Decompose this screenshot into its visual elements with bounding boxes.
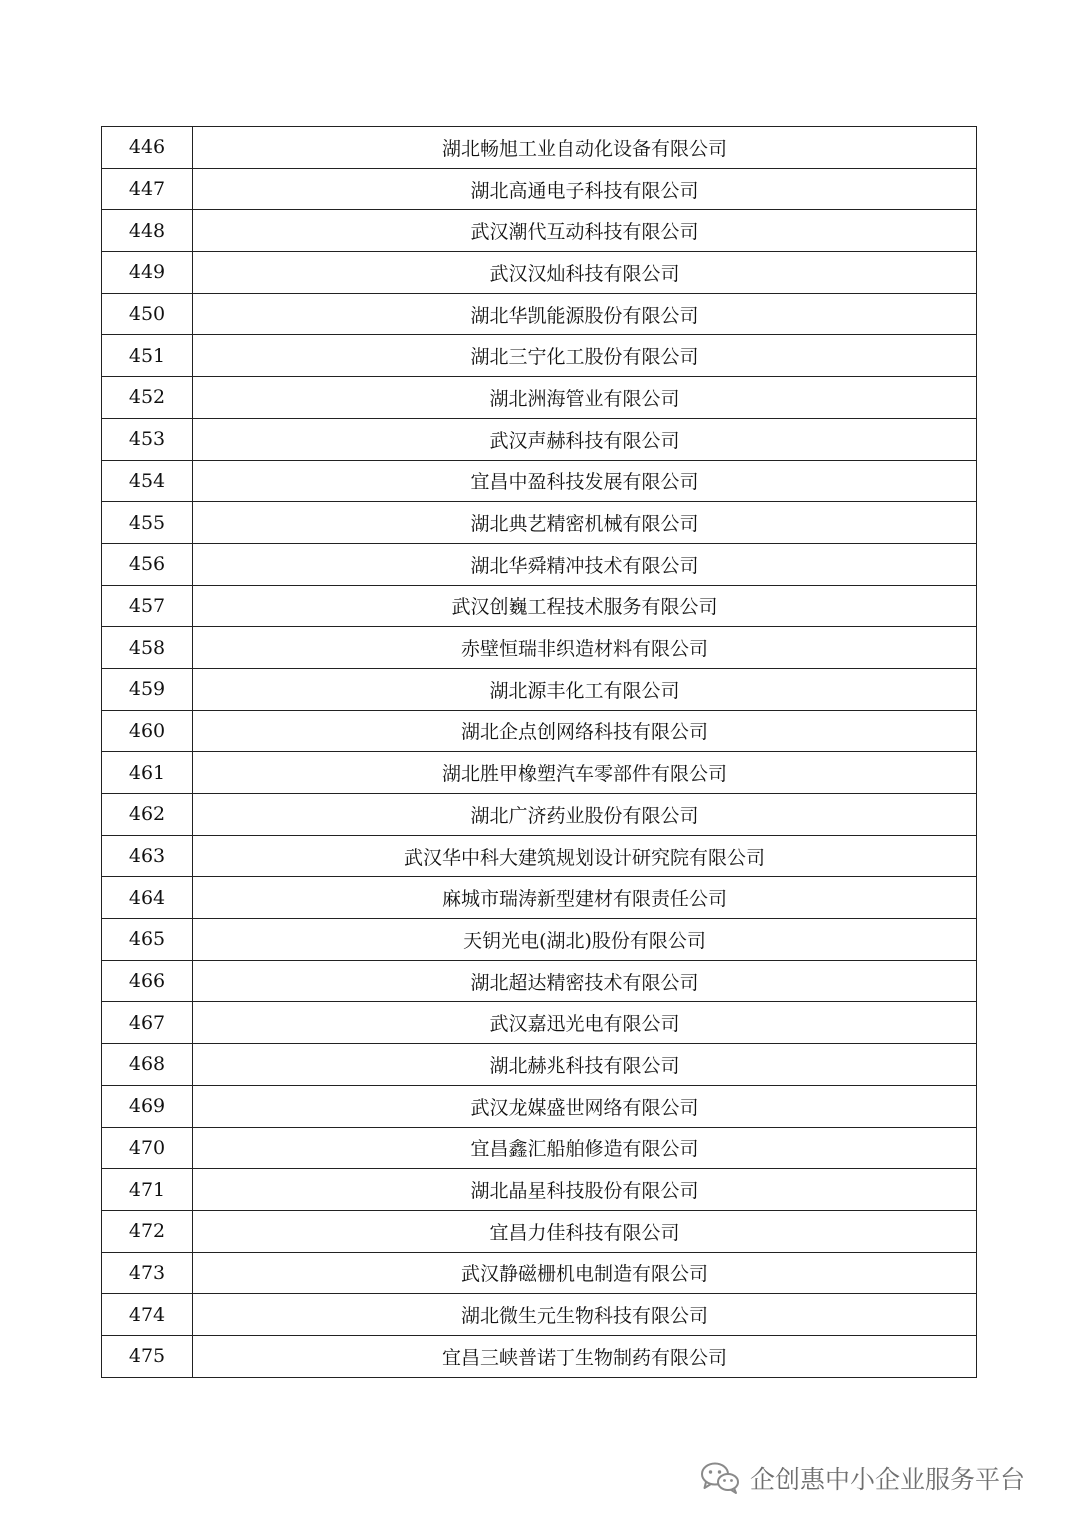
row-number: 471 — [102, 1169, 193, 1211]
row-number: 472 — [102, 1210, 193, 1252]
company-name: 湖北超达精密技术有限公司 — [193, 960, 977, 1002]
table-row — [102, 335, 977, 377]
company-name: 湖北高通电子科技有限公司 — [193, 168, 977, 210]
company-name: 武汉汉灿科技有限公司 — [193, 252, 977, 294]
row-number: 466 — [102, 960, 193, 1002]
table-row — [102, 794, 977, 836]
table-row — [102, 377, 977, 419]
company-list-table — [101, 126, 977, 1378]
row-number: 457 — [102, 585, 193, 627]
company-name: 湖北源丰化工有限公司 — [193, 668, 977, 710]
company-name: 武汉创巍工程技术服务有限公司 — [193, 585, 977, 627]
table-row — [102, 627, 977, 669]
table-row — [102, 543, 977, 585]
table-row — [102, 835, 977, 877]
company-name: 武汉声赫科技有限公司 — [193, 418, 977, 460]
row-number: 463 — [102, 835, 193, 877]
table-row — [102, 1294, 977, 1336]
table-row — [102, 1085, 977, 1127]
company-name: 武汉华中科大建筑规划设计研究院有限公司 — [193, 835, 977, 877]
table-row — [102, 919, 977, 961]
table-body — [102, 127, 977, 1378]
table-row — [102, 960, 977, 1002]
table-row — [102, 127, 977, 169]
company-name: 湖北畅旭工业自动化设备有限公司 — [193, 127, 977, 169]
company-name: 武汉潮代互动科技有限公司 — [193, 210, 977, 252]
company-name: 湖北微生元生物科技有限公司 — [193, 1294, 977, 1336]
row-number: 452 — [102, 377, 193, 419]
table-row — [102, 252, 977, 294]
row-number: 465 — [102, 919, 193, 961]
company-name: 湖北华舜精冲技术有限公司 — [193, 543, 977, 585]
company-name: 天钥光电(湖北)股份有限公司 — [193, 919, 977, 961]
row-number: 473 — [102, 1252, 193, 1294]
company-name: 湖北晶星科技股份有限公司 — [193, 1169, 977, 1211]
table-row — [102, 210, 977, 252]
company-name: 湖北三宁化工股份有限公司 — [193, 335, 977, 377]
company-name: 湖北洲海管业有限公司 — [193, 377, 977, 419]
row-number: 454 — [102, 460, 193, 502]
table-row — [102, 460, 977, 502]
row-number: 469 — [102, 1085, 193, 1127]
company-name: 武汉龙媒盛世网络有限公司 — [193, 1085, 977, 1127]
row-number: 453 — [102, 418, 193, 460]
company-name: 湖北广济药业股份有限公司 — [193, 794, 977, 836]
row-number: 455 — [102, 502, 193, 544]
company-name: 湖北赫兆科技有限公司 — [193, 1044, 977, 1086]
table-row — [102, 752, 977, 794]
company-name: 宜昌鑫汇船舶修造有限公司 — [193, 1127, 977, 1169]
row-number: 468 — [102, 1044, 193, 1086]
row-number: 451 — [102, 335, 193, 377]
table-row — [102, 1210, 977, 1252]
row-number: 450 — [102, 293, 193, 335]
row-number: 467 — [102, 1002, 193, 1044]
row-number: 449 — [102, 252, 193, 294]
table-row — [102, 168, 977, 210]
company-name: 湖北典艺精密机械有限公司 — [193, 502, 977, 544]
company-name: 武汉嘉迅光电有限公司 — [193, 1002, 977, 1044]
table-row — [102, 1002, 977, 1044]
row-number: 446 — [102, 127, 193, 169]
row-number: 475 — [102, 1335, 193, 1377]
table-row — [102, 1044, 977, 1086]
table-row — [102, 502, 977, 544]
company-name: 宜昌力佳科技有限公司 — [193, 1210, 977, 1252]
wechat-icon — [700, 1461, 740, 1495]
row-number: 456 — [102, 543, 193, 585]
row-number: 460 — [102, 710, 193, 752]
watermark-text: 企创惠中小企业服务平台 — [750, 1465, 1026, 1494]
row-number: 458 — [102, 627, 193, 669]
table-row — [102, 1335, 977, 1377]
table-row — [102, 585, 977, 627]
row-number: 459 — [102, 668, 193, 710]
table-row — [102, 710, 977, 752]
row-number: 448 — [102, 210, 193, 252]
table-row — [102, 1127, 977, 1169]
company-name: 宜昌中盈科技发展有限公司 — [193, 460, 977, 502]
table-row — [102, 668, 977, 710]
row-number: 447 — [102, 168, 193, 210]
table-row — [102, 1252, 977, 1294]
source-watermark — [700, 1458, 1025, 1498]
row-number: 464 — [102, 877, 193, 919]
row-number: 462 — [102, 794, 193, 836]
table-row — [102, 293, 977, 335]
company-name: 赤壁恒瑞非织造材料有限公司 — [193, 627, 977, 669]
company-name: 武汉静磁栅机电制造有限公司 — [193, 1252, 977, 1294]
company-name: 麻城市瑞涛新型建材有限责任公司 — [193, 877, 977, 919]
company-name: 湖北胜甲橡塑汽车零部件有限公司 — [193, 752, 977, 794]
table-row — [102, 1169, 977, 1211]
row-number: 474 — [102, 1294, 193, 1336]
company-name: 湖北企点创网络科技有限公司 — [193, 710, 977, 752]
company-name: 湖北华凯能源股份有限公司 — [193, 293, 977, 335]
company-name: 宜昌三峡普诺丁生物制药有限公司 — [193, 1335, 977, 1377]
row-number: 470 — [102, 1127, 193, 1169]
row-number: 461 — [102, 752, 193, 794]
table-row — [102, 418, 977, 460]
table-row — [102, 877, 977, 919]
